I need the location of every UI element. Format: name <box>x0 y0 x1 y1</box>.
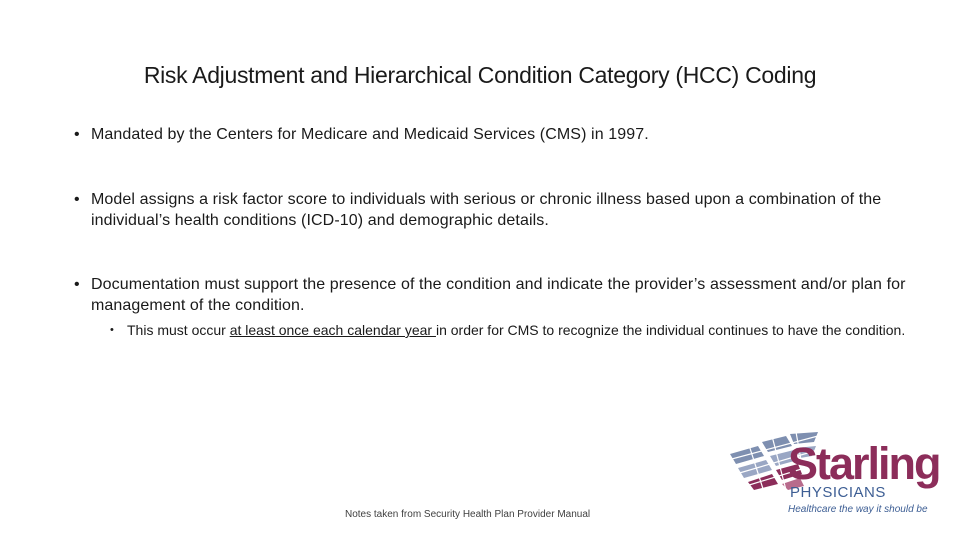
bullet-marker: • <box>74 191 80 208</box>
footnote: Notes taken from Security Health Plan Provider Manual <box>345 509 591 520</box>
starling-physicians-logo <box>728 432 940 522</box>
bullet-item <box>74 274 911 316</box>
slide-title: Risk Adjustment and Hierarchical Condition Category (HCC) Coding <box>143 62 817 88</box>
bullet-text: Mandated by the Centers for Medicare and Medicaid Services (CMS) in 1997. <box>91 126 649 143</box>
bullet-marker: • <box>74 276 80 293</box>
sub-bullet-underlined-text: at least once each calendar year <box>229 322 436 338</box>
logo-wordmark: Starling <box>788 438 940 489</box>
sub-bullet-item <box>110 321 917 340</box>
bullet-item <box>74 124 911 145</box>
sub-bullet-marker: • <box>110 324 114 336</box>
logo-tagline: Healthcare the way it should be <box>788 504 928 515</box>
bullet-text: Documentation must support the presence of the condition and indicate the provider’s assessment and/or plan for management of the condition. <box>91 276 906 314</box>
logo-subtitle: PHYSICIANS <box>790 484 886 501</box>
bullet-item <box>74 189 911 231</box>
sub-bullet-text-start: This must occur <box>127 322 230 338</box>
bullet-text: Model assigns a risk factor score to individuals with serious or chronic illness based upon a combination of the individual’s health conditions (ICD-10) and demographic details. <box>91 191 882 229</box>
bullet-marker: • <box>74 126 80 143</box>
sub-bullet-text-end: in order for CMS to recognize the individual continues to have the condition. <box>435 322 906 338</box>
